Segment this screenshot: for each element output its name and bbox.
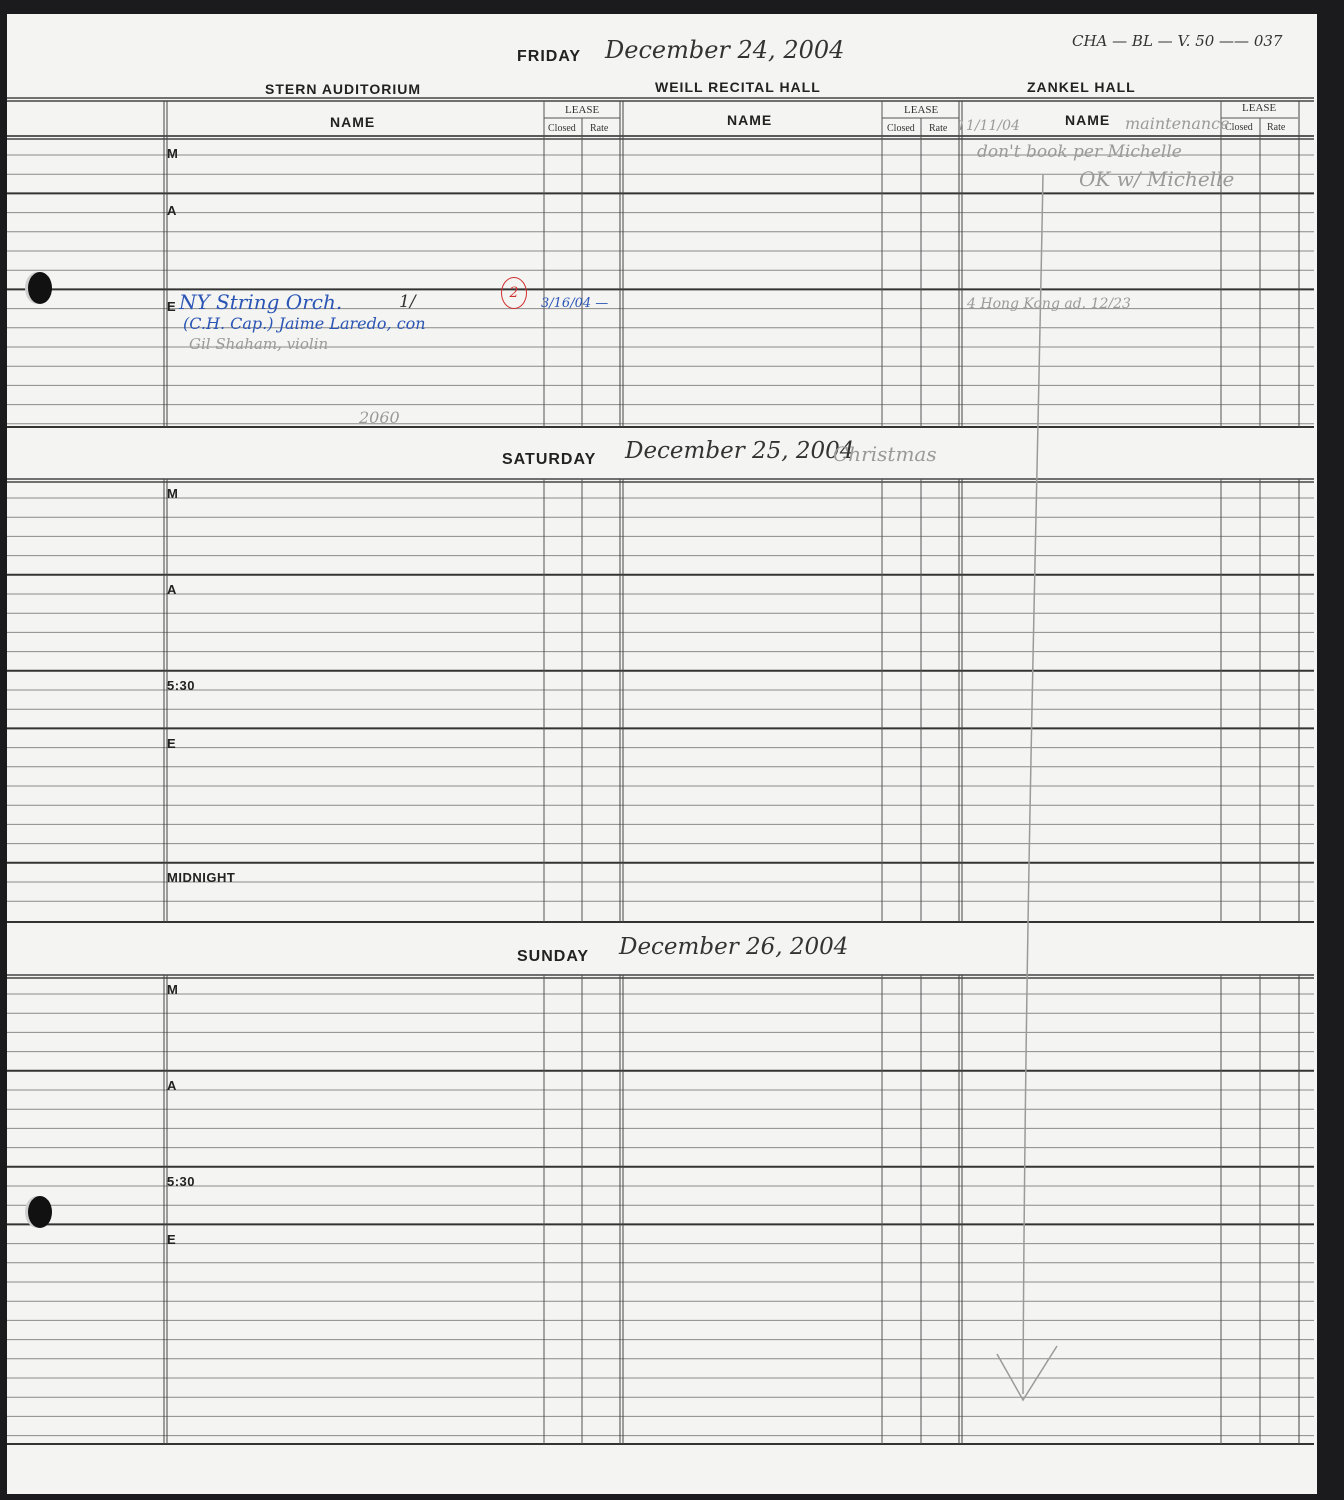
stern-entry-count: 1/	[399, 292, 416, 312]
date-friday: December 24, 2004	[605, 36, 845, 64]
stern-lease-heading: LEASE	[565, 104, 600, 116]
stern-rate-heading: Rate	[590, 123, 609, 134]
binder-hole-bottom	[28, 1196, 52, 1228]
zankel-lease-heading: LEASE	[1242, 102, 1277, 114]
stern-entry-seats: 2060	[359, 408, 400, 427]
weill-closed-heading: Closed	[887, 123, 915, 134]
schedule-sheet	[7, 14, 1317, 1494]
slot-label-friday-afternoon: A	[167, 203, 177, 218]
slot-label-saturday-evening: E	[167, 736, 177, 751]
zankel-closed-heading: Closed	[1225, 122, 1253, 133]
hall-label-weill: WEILL RECITAL HALL	[655, 79, 821, 95]
stern-entry-title: NY String Orch.	[179, 290, 343, 314]
zankel-rate-heading: Rate	[1267, 122, 1286, 133]
slot-label-sunday-afternoon: A	[167, 1078, 177, 1093]
stern-entry-line3: Gil Shaham, violin	[189, 335, 329, 353]
slot-label-sunday-evening: E	[167, 1232, 177, 1247]
pencil-arrow	[997, 174, 1057, 1400]
slot-label-saturday-midnight: MIDNIGHT	[167, 870, 236, 885]
stern-name-heading: NAME	[330, 114, 376, 130]
note-saturday: Christmas	[833, 442, 937, 466]
day-label-saturday: SATURDAY	[502, 451, 597, 468]
slot-label-sunday-530: 5:30	[167, 1174, 196, 1189]
weill-rate-heading: Rate	[929, 123, 948, 134]
schedule-grid	[7, 14, 1317, 1494]
slot-label-friday-morning: M	[167, 146, 179, 161]
slot-label-saturday-afternoon: A	[167, 582, 177, 597]
date-sunday: December 26, 2004	[619, 934, 849, 960]
hall-label-zankel: ZANKEL HALL	[1027, 79, 1136, 95]
stern-closed-heading: Closed	[548, 123, 576, 134]
slot-label-sunday-morning: M	[167, 982, 179, 997]
archive-reference: CHA — BL — V. 50 —— 037	[1072, 32, 1283, 50]
stern-entry-line2: (C.H. Cap.) Jaime Laredo, con	[183, 314, 426, 333]
zankel-note-dont-book: don't book per Michelle	[977, 142, 1182, 162]
weill-name-heading: NAME	[727, 112, 773, 128]
stern-entry-closed-date: 3/16/04 —	[541, 296, 609, 311]
day-label-friday: FRIDAY	[517, 48, 582, 65]
slot-label-friday-evening: E	[167, 299, 177, 314]
weill-lease-heading: LEASE	[904, 104, 939, 116]
hall-label-stern: STERN AUDITORIUM	[265, 81, 421, 97]
zankel-name-heading: NAME	[1065, 112, 1111, 128]
binder-hole-top	[28, 272, 52, 304]
zankel-note-evening: 4 Hong Kong ad. 12/23	[967, 296, 1131, 312]
zankel-note-header: maintenance	[1125, 114, 1230, 133]
date-saturday: December 25, 2004	[625, 438, 855, 464]
zankel-note-ok: OK w/ Michelle	[1079, 167, 1235, 191]
day-label-sunday: SUNDAY	[517, 948, 590, 965]
slot-label-saturday-530: 5:30	[167, 678, 196, 693]
slot-label-saturday-morning: M	[167, 486, 179, 501]
zankel-note-date: 11/11/04	[957, 118, 1020, 134]
stern-entry-circled-mark: 2	[501, 277, 527, 309]
